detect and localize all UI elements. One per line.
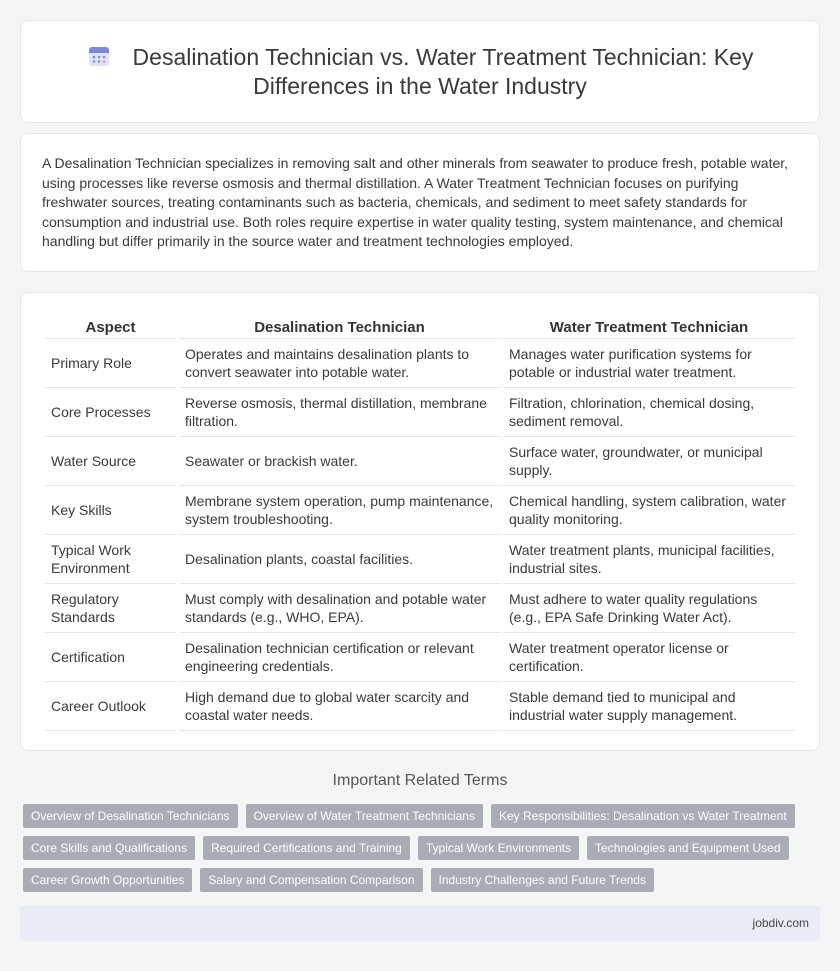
comparison-table: [42, 313, 798, 731]
related-terms-tags: [23, 804, 823, 892]
related-tag[interactable]: Required Certifications and Training: [203, 836, 410, 860]
cell-water-treatment: Chemical handling, system calibration, water quality monitoring.: [503, 486, 795, 535]
cell-desalination: Desalination plants, coastal facilities.: [179, 535, 500, 584]
table-row: [45, 584, 795, 633]
table-header-row: [45, 313, 795, 339]
related-tag[interactable]: Industry Challenges and Future Trends: [431, 868, 654, 892]
footer-site[interactable]: jobdiv.com: [752, 916, 809, 930]
cell-aspect: Typical Work Environment: [45, 535, 176, 584]
related-tag[interactable]: Salary and Compensation Comparison: [200, 868, 422, 892]
related-tag[interactable]: Overview of Desalination Technicians: [23, 804, 238, 828]
table-row: [45, 682, 795, 731]
cell-desalination: Seawater or brackish water.: [179, 437, 500, 486]
related-tag[interactable]: Typical Work Environments: [418, 836, 579, 860]
cell-desalination: Membrane system operation, pump maintenance, system troubleshooting.: [179, 486, 500, 535]
cell-aspect: Regulatory Standards: [45, 584, 176, 633]
cell-desalination: Reverse osmosis, thermal distillation, membrane filtration.: [179, 388, 500, 437]
related-terms-title: Important Related Terms: [332, 772, 508, 789]
table-row: [45, 633, 795, 682]
cell-water-treatment: Manages water purification systems for potable or industrial water treatment.: [503, 339, 795, 388]
cell-desalination: Operates and maintains desalination plants to convert seawater into potable water.: [179, 339, 500, 388]
cell-aspect: Water Source: [45, 437, 176, 486]
intro-text: A Desalination Technician specializes in removing salt and other minerals from seawater to produce fresh, potable water, using processes like reverse osmosis and thermal distillation. A Water Treatment Technician focuses on purifying freshwater sources, treating contaminants such as bacteria, chemicals, and sediment to meet safety standards for consumption and industrial use. Both roles require expertise in water quality testing, system maintenance, and chemical handling but differ primarily in the source water and treatment technologies employed.: [42, 155, 789, 249]
cell-water-treatment: Stable demand tied to municipal and industrial water supply management.: [503, 682, 795, 731]
related-tag[interactable]: Overview of Water Treatment Technicians: [246, 804, 483, 828]
header-water-treatment: Water Treatment Technician: [503, 313, 795, 339]
footer: [20, 906, 820, 941]
table-row: [45, 437, 795, 486]
cell-water-treatment: Water treatment operator license or certification.: [503, 633, 795, 682]
header-desalination: Desalination Technician: [179, 313, 500, 339]
related-tag[interactable]: Technologies and Equipment Used: [587, 836, 788, 860]
intro-card: [20, 133, 820, 272]
table-row: [45, 486, 795, 535]
page-title: Desalination Technician vs. Water Treatment Technician: Key Differences in the Water Industry: [132, 44, 754, 99]
related-tag[interactable]: Career Growth Opportunities: [23, 868, 192, 892]
cell-desalination: Desalination technician certification or relevant engineering credentials.: [179, 633, 500, 682]
table-row: [45, 388, 795, 437]
related-tag[interactable]: Core Skills and Qualifications: [23, 836, 195, 860]
cell-water-treatment: Surface water, groundwater, or municipal supply.: [503, 437, 795, 486]
cell-water-treatment: Must adhere to water quality regulations (e.g., EPA Safe Drinking Water Act).: [503, 584, 795, 633]
cell-water-treatment: Water treatment plants, municipal facilities, industrial sites.: [503, 535, 795, 584]
cell-aspect: Certification: [45, 633, 176, 682]
related-tag[interactable]: Key Responsibilities: Desalination vs Water Treatment: [491, 804, 795, 828]
cell-aspect: Career Outlook: [45, 682, 176, 731]
table-row: [45, 535, 795, 584]
comparison-card: [20, 292, 820, 751]
cell-desalination: High demand due to global water scarcity and coastal water needs.: [179, 682, 500, 731]
calendar-icon: [87, 44, 111, 68]
header-card: [20, 20, 820, 123]
header-aspect: Aspect: [45, 313, 176, 339]
cell-desalination: Must comply with desalination and potable water standards (e.g., WHO, EPA).: [179, 584, 500, 633]
title-wrap: [61, 43, 779, 101]
table-row: [45, 339, 795, 388]
cell-water-treatment: Filtration, chlorination, chemical dosing, sediment removal.: [503, 388, 795, 437]
cell-aspect: Key Skills: [45, 486, 176, 535]
cell-aspect: Primary Role: [45, 339, 176, 388]
cell-aspect: Core Processes: [45, 388, 176, 437]
